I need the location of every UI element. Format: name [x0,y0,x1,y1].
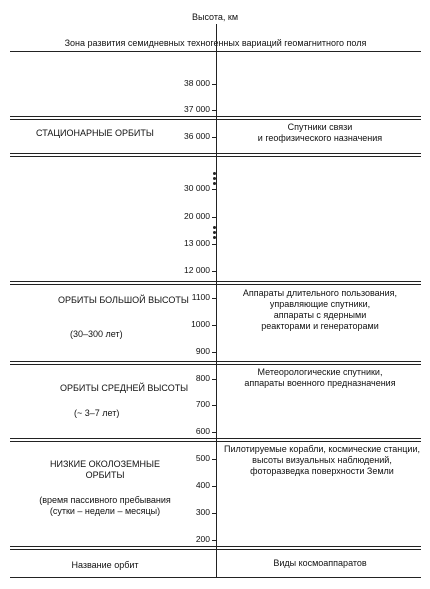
tick-1000 [212,325,216,326]
tick-label-400: 400 [195,480,210,490]
band-lifetime-high: (30–300 лет) [70,329,123,339]
tick-label-900: 900 [195,346,210,356]
craft-stationary-line1: Спутники связи [287,122,353,132]
tick-300 [212,513,216,514]
tick-800 [212,379,216,380]
tick-label-700: 700 [195,399,210,409]
axis-break-dot [213,236,216,239]
divider-bottom-a [10,546,421,547]
divider-top [10,51,421,52]
band-name-stationary: СТАЦИОНАРНЫЕ ОРБИТЫ [36,128,154,138]
axis-break-dot [213,172,216,175]
craft-medium-line2: аппараты военного предназначения [244,378,396,388]
axis-break-dot [213,177,216,180]
divider-high-top-a [10,281,421,282]
divider-stationary-bottom-a [10,153,421,154]
craft-high-line2: управляющие спутники, [269,299,371,309]
divider-low-top-a [10,438,421,439]
craft-medium-line1: Метеорологические спутники, [257,367,383,377]
tick-13000 [212,244,216,245]
tick-label-1100: 1100 [191,292,210,302]
band-lifetime-medium: (~ 3–7 лет) [74,408,120,418]
tick-label-36000: 36 000 [184,131,210,141]
tick-36000 [212,137,216,138]
divider-stationary-bottom-b [10,156,421,157]
craft-low-line2: высоты визуальных наблюдений, [252,455,392,465]
tick-600 [212,432,216,433]
band-name-low-line1: НИЗКИЕ ОКОЛОЗЕМНЫЕ [50,459,160,469]
band-lifetime-low-line1: (время пассивного пребывания [39,495,171,505]
divider-medium-top-b [10,364,421,365]
tick-label-37000: 37 000 [184,104,210,114]
band-name-high: ОРБИТЫ БОЛЬШОЙ ВЫСОТЫ [58,295,189,305]
tick-38000 [212,84,216,85]
craft-stationary-line2: и геофизического назначения [257,133,383,143]
craft-high-line1: Аппараты длительного пользования, [242,288,398,298]
tick-500 [212,459,216,460]
tick-label-1000: 1000 [191,319,210,329]
top-zone-label: Зона развития семидневных техногенных вариаций геомагнитного поля [64,38,367,48]
tick-label-13000: 13 000 [184,238,210,248]
divider-footer [10,577,421,578]
band-name-low-line2: ОРБИТЫ [85,470,125,480]
tick-30000 [212,189,216,190]
craft-low-line1: Пилотируемые корабли, космические станции, [224,444,420,454]
band-name-medium: ОРБИТЫ СРЕДНЕЙ ВЫСОТЫ [60,383,189,393]
tick-label-30000: 30 000 [184,183,210,193]
tick-12000 [212,271,216,272]
divider-high-top-b [10,284,421,285]
tick-900 [212,352,216,353]
tick-200 [212,540,216,541]
craft-low-line3: фоторазведка поверхности Земли [250,466,394,476]
altitude-axis [216,24,217,578]
tick-label-300: 300 [195,507,210,517]
divider-stationary-top-b [10,119,421,120]
divider-stationary-top-a [10,116,421,117]
tick-label-600: 600 [195,426,210,436]
axis-title: Высота, км [191,12,239,22]
tick-label-12000: 12 000 [184,265,210,275]
tick-label-800: 800 [195,373,210,383]
tick-1100 [212,298,216,299]
tick-20000 [212,217,216,218]
tick-label-38000: 38 000 [184,78,210,88]
divider-medium-top-a [10,361,421,362]
craft-high-line3: аппараты с ядерными [273,310,367,320]
axis-break-dot [213,182,216,185]
tick-label-500: 500 [195,453,210,463]
tick-400 [212,486,216,487]
column-caption-orbit-names: Название орбит [71,560,139,570]
column-caption-spacecraft-types: Виды космоаппаратов [273,558,367,568]
tick-label-20000: 20 000 [184,211,210,221]
tick-37000 [212,110,216,111]
axis-break-dot [213,231,216,234]
tick-label-200: 200 [195,534,210,544]
tick-700 [212,405,216,406]
axis-break-dot [213,226,216,229]
band-lifetime-low-line2: (сутки – недели – месяцы) [49,506,161,516]
divider-low-top-b [10,441,421,442]
divider-bottom-b [10,549,421,550]
craft-high-line4: реакторами и генераторами [261,321,379,331]
